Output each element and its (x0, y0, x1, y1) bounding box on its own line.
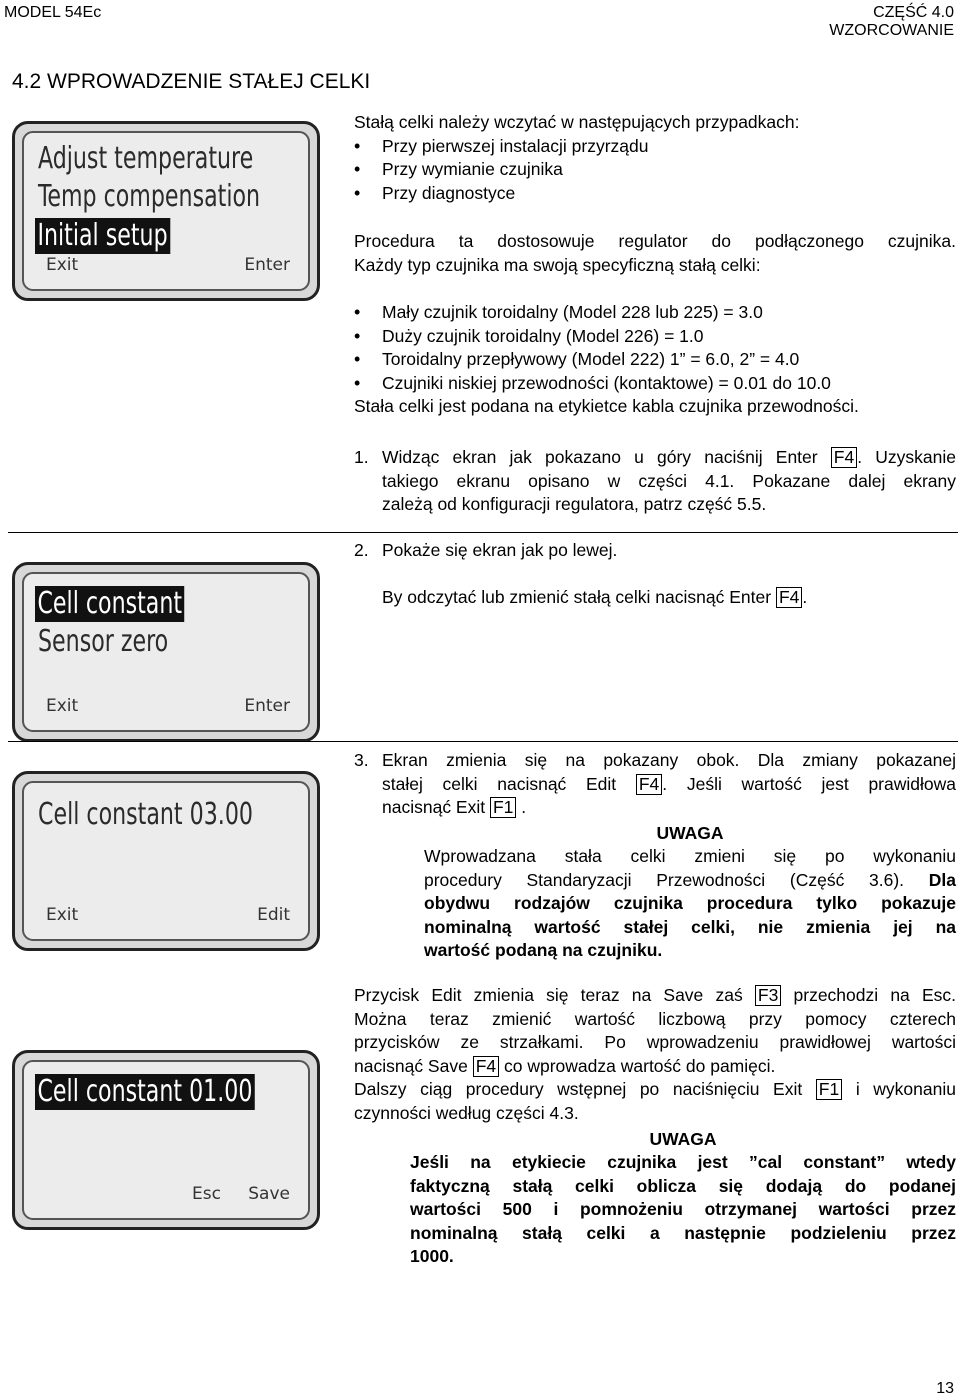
step3-line (382, 773, 956, 797)
lcd-inner (22, 1060, 310, 1220)
sensor-types (354, 301, 956, 419)
lcd-line: Sensor zero (38, 624, 169, 659)
softkey-save: Save (248, 1184, 290, 1204)
paragraph-line: Procedura ta dostosowuje regulator do podłączonego czujnika. (354, 231, 956, 251)
lcd-line: Temp compensation (38, 179, 261, 214)
key-f3: F3 (755, 985, 781, 1006)
softkey-edit: Edit (257, 905, 290, 925)
lcd-line: Cell constant 03.00 (38, 797, 253, 832)
lcd-line-selected: Cell constant (35, 586, 185, 622)
header-part-number: CZĘŚĆ 4.0 (873, 4, 954, 21)
step2-instruction (382, 586, 956, 610)
note-line: obydwu rodzajów czujnika procedura tylko pokazuje (424, 893, 956, 913)
step3-line: Ekran zmienia się na pokazany obok. Dla zmiany pokazanej (382, 750, 956, 770)
paragraph-line: Można teraz zmienić wartość liczbową przy pomocy czterech (354, 1008, 956, 1029)
list-item: • Duży czujnik toroidalny (Model 226) = 1.0 (354, 325, 956, 349)
paragraph-text: przechodzi na Esc. (793, 985, 956, 1005)
divider (8, 741, 958, 742)
step2-text-a: By odczytać lub zmienić stałą celki nacisnąć Enter (382, 587, 772, 607)
step3-number: 3. (354, 750, 369, 770)
paragraph-line (354, 1055, 956, 1079)
step1-text-b: . Uzyskanie (857, 447, 956, 467)
note2-title: UWAGA (649, 1129, 717, 1149)
section-title: 4.2 WPROWADZENIE STAŁEJ CELKI (12, 70, 371, 93)
list-item: • Toroidalny przepływowy (Model 222) 1” = 6.0, 2” = 4.0 (354, 348, 956, 372)
list-item: • Przy pierwszej instalacji przyrządu (354, 135, 956, 159)
list-item: • Przy diagnostyce (354, 182, 956, 206)
paragraph-line: czynności według części 4.3. (354, 1102, 579, 1123)
step3-text (382, 749, 956, 820)
paragraph-text: i wykonaniu (855, 1079, 956, 1099)
paragraph-text: co wprowadza wartość do pamięci. (504, 1055, 776, 1076)
step2-number: 2. (354, 540, 369, 560)
note-line: Wprowadzana stała celki zmieni się po wykonaniu (424, 846, 956, 866)
header-model: MODEL 54Ec (4, 4, 102, 21)
lcd-inner (22, 572, 310, 732)
softkey-exit: Exit (46, 255, 79, 275)
step3-text-d: . (521, 797, 527, 817)
paragraph-text: Przycisk Edit zmienia się teraz na Save zaś (354, 985, 743, 1005)
cases-list (354, 135, 956, 206)
step1-line: takiego ekranu opisano w części 4.1. Pokazane dalej ekrany (382, 470, 956, 491)
softkey-enter: Enter (244, 255, 290, 275)
paragraph-text: Dalszy ciąg procedury wstępnej po naciśnięciu Exit (354, 1079, 803, 1099)
key-f4: F4 (636, 774, 662, 795)
divider (8, 532, 958, 533)
intro-lead: Stałą celki należy wczytać w następujących przypadkach: (354, 112, 800, 132)
step1-line (382, 446, 956, 470)
step2-text: Pokaże się ekran jak po lewej. (382, 540, 618, 560)
step3-text-b: . Jeśli wartość jest prawidłowa (662, 773, 956, 794)
lcd-screen-cell-constant-menu (12, 562, 320, 742)
paragraph-line (354, 984, 956, 1008)
lcd-inner (22, 131, 310, 291)
step1-line: zależą od konfiguracji regulatora, patrz część 5.5. (382, 494, 767, 514)
note2-line: wartości 500 i pomnożeniu otrzymanej wartości przez (410, 1199, 956, 1219)
step3-line (382, 796, 956, 820)
list-item: • Czujniki niskiej przewodności (kontaktowe) = 0.01 do 10.0 (354, 372, 956, 396)
note-title: UWAGA (656, 823, 724, 843)
lcd-screen-cell-constant-edit (12, 1050, 320, 1230)
label-note: Stała celki jest podana na etykietce kabla czujnika przewodności. (354, 396, 859, 416)
paragraph-line: przycisków ze strzałkami. Po wprowadzeniu prawidłowej wartości (354, 1032, 956, 1052)
note-text-bold: Dla (928, 869, 956, 890)
key-f4: F4 (776, 587, 802, 608)
lcd-line-selected: Initial setup (35, 218, 170, 254)
step1-text (382, 446, 956, 517)
lcd-line: Adjust temperature (38, 141, 254, 176)
step1-text-a: Widząc ekran jak pokazano u góry naciśnij Enter (382, 447, 818, 467)
softkey-esc: Esc (192, 1184, 221, 1204)
paragraph-line: Każdy typ czujnika ma swoją specyficzną stałą celki: (354, 254, 761, 275)
softkey-enter: Enter (244, 696, 290, 716)
list-item: • Przy wymianie czujnika (354, 158, 956, 182)
note2-line: faktyczną stałą celki oblicza się dodają do podanej (410, 1175, 956, 1196)
key-f1: F1 (816, 1079, 842, 1100)
note-line: wartość podaną na czujniku. (424, 940, 663, 960)
note2-line: nominalną stałą celki a następnie podzieleniu przez (410, 1222, 956, 1243)
key-f4: F4 (473, 1056, 499, 1077)
step3-text-a: stałej celki nacisnąć Edit (382, 773, 617, 794)
paragraph-line (354, 1078, 956, 1102)
softkey-exit: Exit (46, 696, 79, 716)
lcd-screen-initial-setup (12, 121, 320, 301)
sensor-types-list (354, 301, 956, 395)
intro-block (354, 111, 956, 205)
page-number: 13 (936, 1380, 954, 1397)
edit-paragraph (354, 984, 956, 1125)
lcd-line-editing: Cell constant 01.00 (35, 1074, 255, 1110)
note-line (424, 869, 956, 893)
header-section: WZORCOWANIE (829, 22, 954, 39)
note2-line: 1000. (410, 1246, 454, 1266)
softkey-exit: Exit (46, 905, 79, 925)
step2-text-b: . (802, 587, 808, 607)
note-text: procedury Standaryzacji Przewodności (Część 3.6). (424, 869, 905, 890)
note2-body (410, 1151, 956, 1269)
key-f1: F1 (490, 797, 516, 818)
paragraph-text: nacisnąć Save (354, 1055, 468, 1076)
step3-text-c: nacisnąć Exit (382, 797, 486, 817)
header-part (829, 4, 954, 40)
key-f4: F4 (831, 447, 857, 468)
step1-number: 1. (354, 447, 369, 467)
lcd-inner (22, 781, 310, 941)
lcd-screen-cell-constant-value (12, 771, 320, 951)
procedure-paragraph (354, 230, 956, 277)
note2-line: Jeśli na etykiecie czujnika jest ”cal constant” wtedy (410, 1152, 956, 1172)
list-item: • Mały czujnik toroidalny (Model 228 lub 225) = 3.0 (354, 301, 956, 325)
note-line: nominalną wartość stałej celki, nie zmienia jej na (424, 916, 956, 937)
note-body (424, 845, 956, 963)
